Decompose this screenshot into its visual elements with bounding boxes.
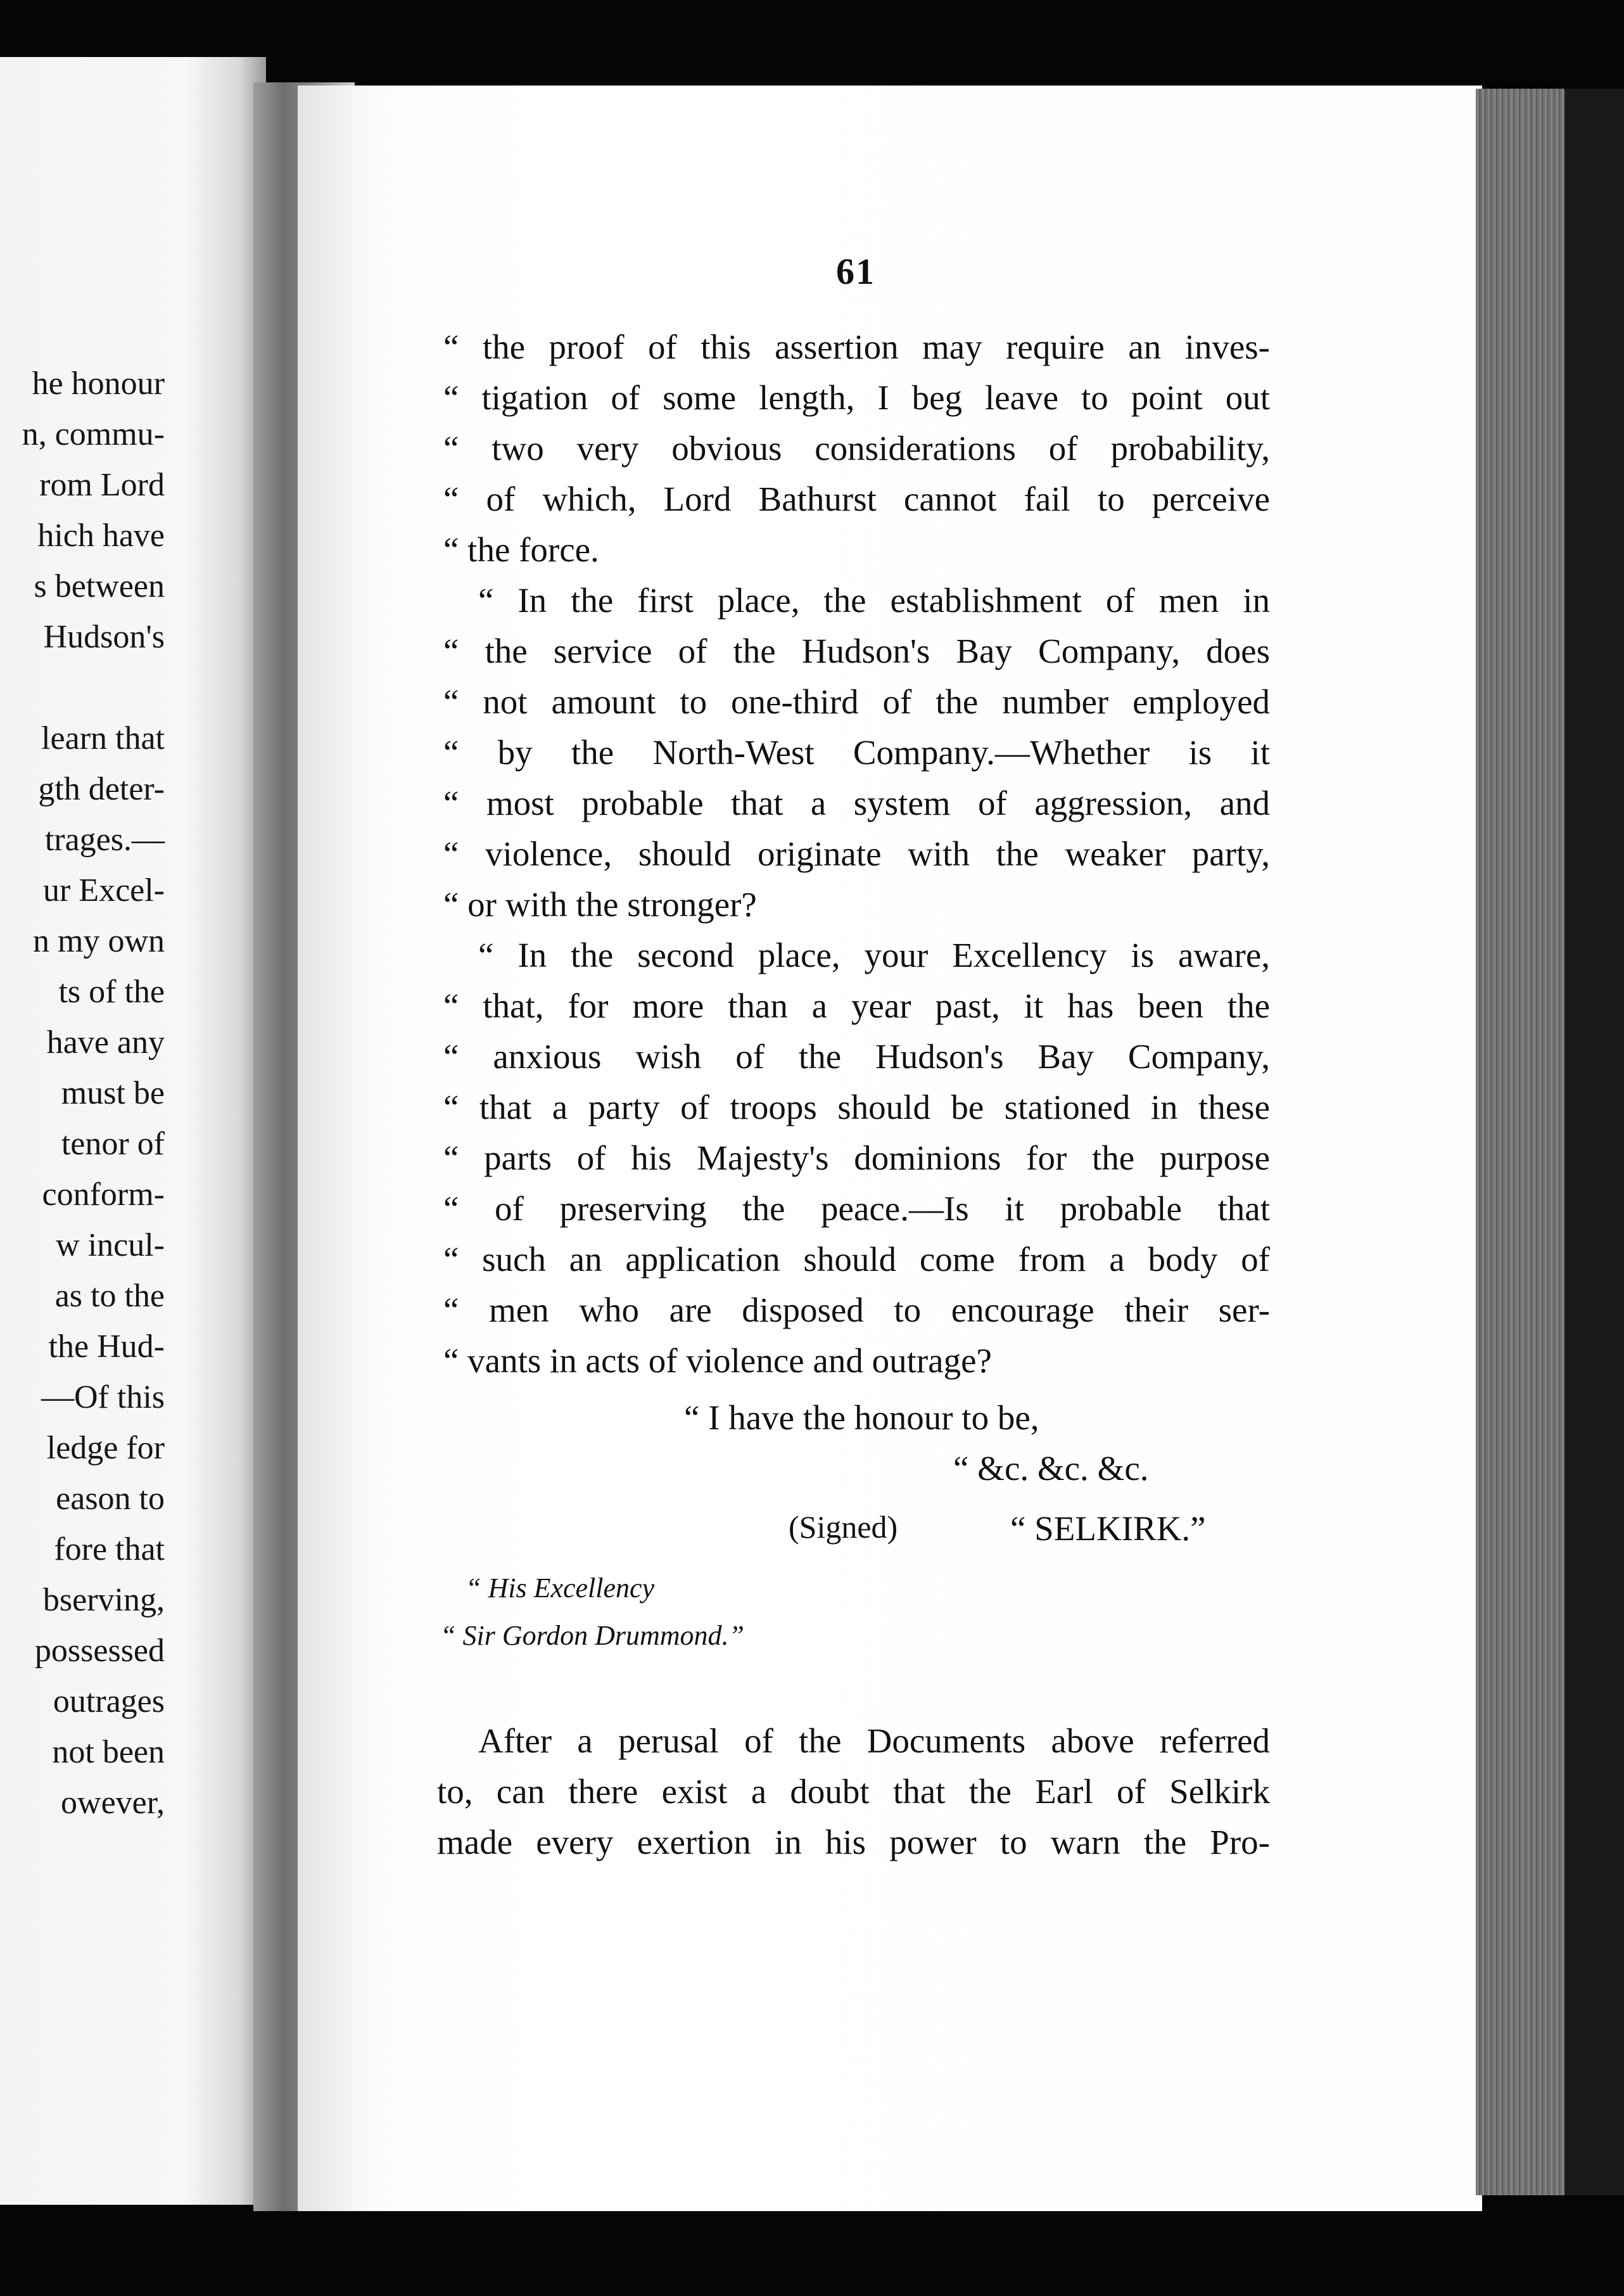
signature: “ SELKIRK.”	[1010, 1509, 1206, 1548]
addressee-line: “ Sir Gordon Drummond.”	[440, 1620, 745, 1651]
letter-line: “ In the second place, your Excellency is aware,	[478, 936, 1270, 974]
left-page-line: s between	[34, 568, 165, 604]
left-page-line: must be	[61, 1075, 165, 1111]
page-fore-edge	[1476, 89, 1571, 2195]
letter-line: “ of preserving the peace.—Is it probable that	[443, 1189, 1270, 1228]
left-page-line: not been	[52, 1734, 165, 1770]
left-page-line: Hudson's	[43, 619, 165, 655]
left-page-line: —Of this	[41, 1379, 165, 1415]
left-page-line: the Hud-	[48, 1329, 165, 1365]
addressee-line: “ His Excellency	[466, 1572, 655, 1604]
letter-line: “ most probable that a system of aggression, and	[443, 784, 1270, 822]
left-page-line: bserving,	[42, 1582, 165, 1618]
left-page-line: ledge for	[46, 1430, 165, 1466]
left-page-line: ts of the	[58, 974, 165, 1010]
letter-line: “ the service of the Hudson's Bay Company, does	[443, 632, 1270, 670]
letter-line: “ In the first place, the establishment of men in	[478, 581, 1270, 620]
left-page-line: tenor of	[61, 1126, 165, 1162]
left-page-line: n, commu-	[22, 416, 165, 452]
letter-line: “ by the North-West Company.—Whether is it	[443, 733, 1270, 772]
left-page-line: w incul-	[56, 1227, 165, 1263]
left-page-line: hich have	[37, 518, 165, 554]
left-page-line: trages.—	[44, 822, 165, 858]
left-page-line: n my own	[33, 923, 165, 959]
letter-line: “ not amount to one-third of the number employed	[443, 682, 1270, 721]
left-page-line: as to the	[54, 1278, 165, 1314]
signed-label: (Signed)	[789, 1509, 898, 1545]
letter-closing-etc: “ &c. &c. &c.	[953, 1449, 1149, 1488]
left-page-line: possessed	[34, 1633, 165, 1669]
left-page-line: gth deter-	[38, 771, 165, 807]
page-number: 61	[836, 251, 875, 292]
letter-line: “ the force.	[443, 530, 599, 569]
left-page-line: learn that	[41, 720, 165, 756]
letter-line: “ or with the stronger?	[443, 885, 757, 924]
letter-line: “ violence, should originate with the weaker party,	[443, 834, 1270, 873]
left-page-line: have any	[46, 1024, 165, 1061]
left-page-line: fore that	[54, 1531, 165, 1567]
paragraph-line: to, can there exist a doubt that the Earl of Selkirk	[437, 1772, 1270, 1811]
left-page-line: outrages	[53, 1683, 165, 1719]
left-page-line: ur Excel-	[42, 872, 165, 909]
letter-line: “ that, for more than a year past, it has been the	[443, 986, 1270, 1025]
letter-line: “ tigation of some length, I beg leave to point out	[443, 378, 1270, 417]
paragraph-line: After a perusal of the Documents above referred	[478, 1721, 1270, 1760]
left-page-line: conform-	[42, 1177, 165, 1213]
letter-closing: “ I have the honour to be,	[684, 1398, 1039, 1437]
letter-line: “ that a party of troops should be stationed in these	[443, 1088, 1270, 1126]
left-page-line: he honour	[32, 366, 165, 402]
left-page-line: eason to	[56, 1481, 165, 1517]
letter-line: “ the proof of this assertion may require an inves-	[443, 328, 1270, 366]
letter-line: “ of which, Lord Bathurst cannot fail to perceive	[443, 480, 1270, 518]
page-edge-shadow	[1564, 89, 1624, 2195]
letter-line: “ men who are disposed to encourage their ser-	[443, 1291, 1270, 1329]
letter-line: “ such an application should come from a body of	[443, 1240, 1270, 1279]
left-facing-page	[0, 57, 266, 2205]
paragraph-line: made every exertion in his power to warn the Pro-	[437, 1823, 1270, 1861]
letter-line: “ vants in acts of violence and outrage?	[443, 1341, 992, 1380]
left-page-line: owever,	[61, 1785, 165, 1821]
left-page-line: rom Lord	[39, 467, 165, 503]
letter-line: “ two very obvious considerations of probability,	[443, 429, 1270, 468]
letter-line: “ anxious wish of the Hudson's Bay Company,	[443, 1037, 1270, 1076]
letter-line: “ parts of his Majesty's dominions for the purpose	[443, 1138, 1270, 1177]
